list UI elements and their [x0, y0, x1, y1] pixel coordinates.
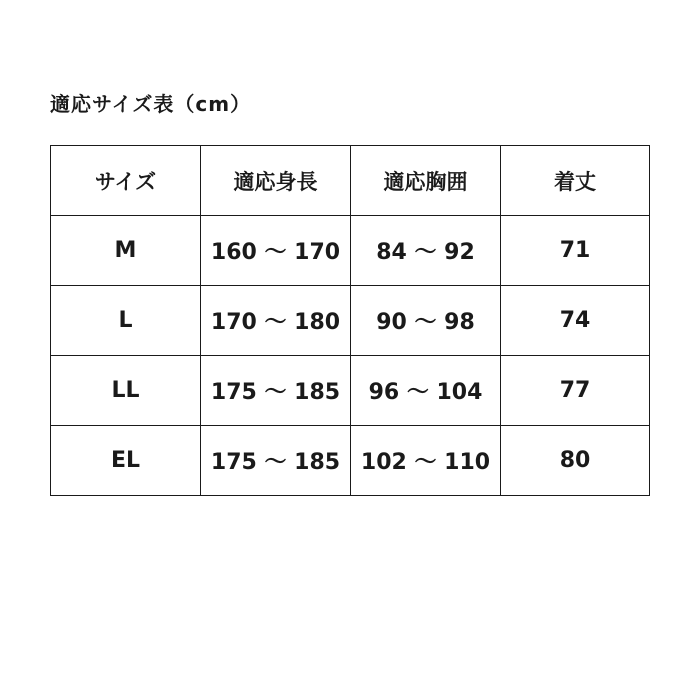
cell-chest: 84 ～ 92 — [351, 216, 501, 286]
header-length: 着丈 — [501, 146, 650, 216]
cell-length: 71 — [501, 216, 650, 286]
cell-length: 77 — [501, 356, 650, 426]
table-title: 適応サイズ表（cm） — [50, 92, 252, 116]
cell-height: 160 ～ 170 — [201, 216, 351, 286]
cell-height: 175 ～ 185 — [201, 356, 351, 426]
cell-height: 175 ～ 185 — [201, 426, 351, 496]
cell-size: LL — [51, 356, 201, 426]
header-chest: 適応胸囲 — [351, 146, 501, 216]
header-height: 適応身長 — [201, 146, 351, 216]
table-header-row — [51, 146, 650, 216]
cell-chest: 90 ～ 98 — [351, 286, 501, 356]
table-row — [51, 356, 650, 426]
cell-height: 170 ～ 180 — [201, 286, 351, 356]
table-row — [51, 426, 650, 496]
cell-length: 74 — [501, 286, 650, 356]
size-table — [50, 145, 650, 496]
cell-size: L — [51, 286, 201, 356]
cell-size: M — [51, 216, 201, 286]
cell-length: 80 — [501, 426, 650, 496]
cell-chest: 96 ～ 104 — [351, 356, 501, 426]
header-size: サイズ — [51, 146, 201, 216]
cell-size: EL — [51, 426, 201, 496]
table-row — [51, 216, 650, 286]
cell-chest: 102 ～ 110 — [351, 426, 501, 496]
table-row — [51, 286, 650, 356]
